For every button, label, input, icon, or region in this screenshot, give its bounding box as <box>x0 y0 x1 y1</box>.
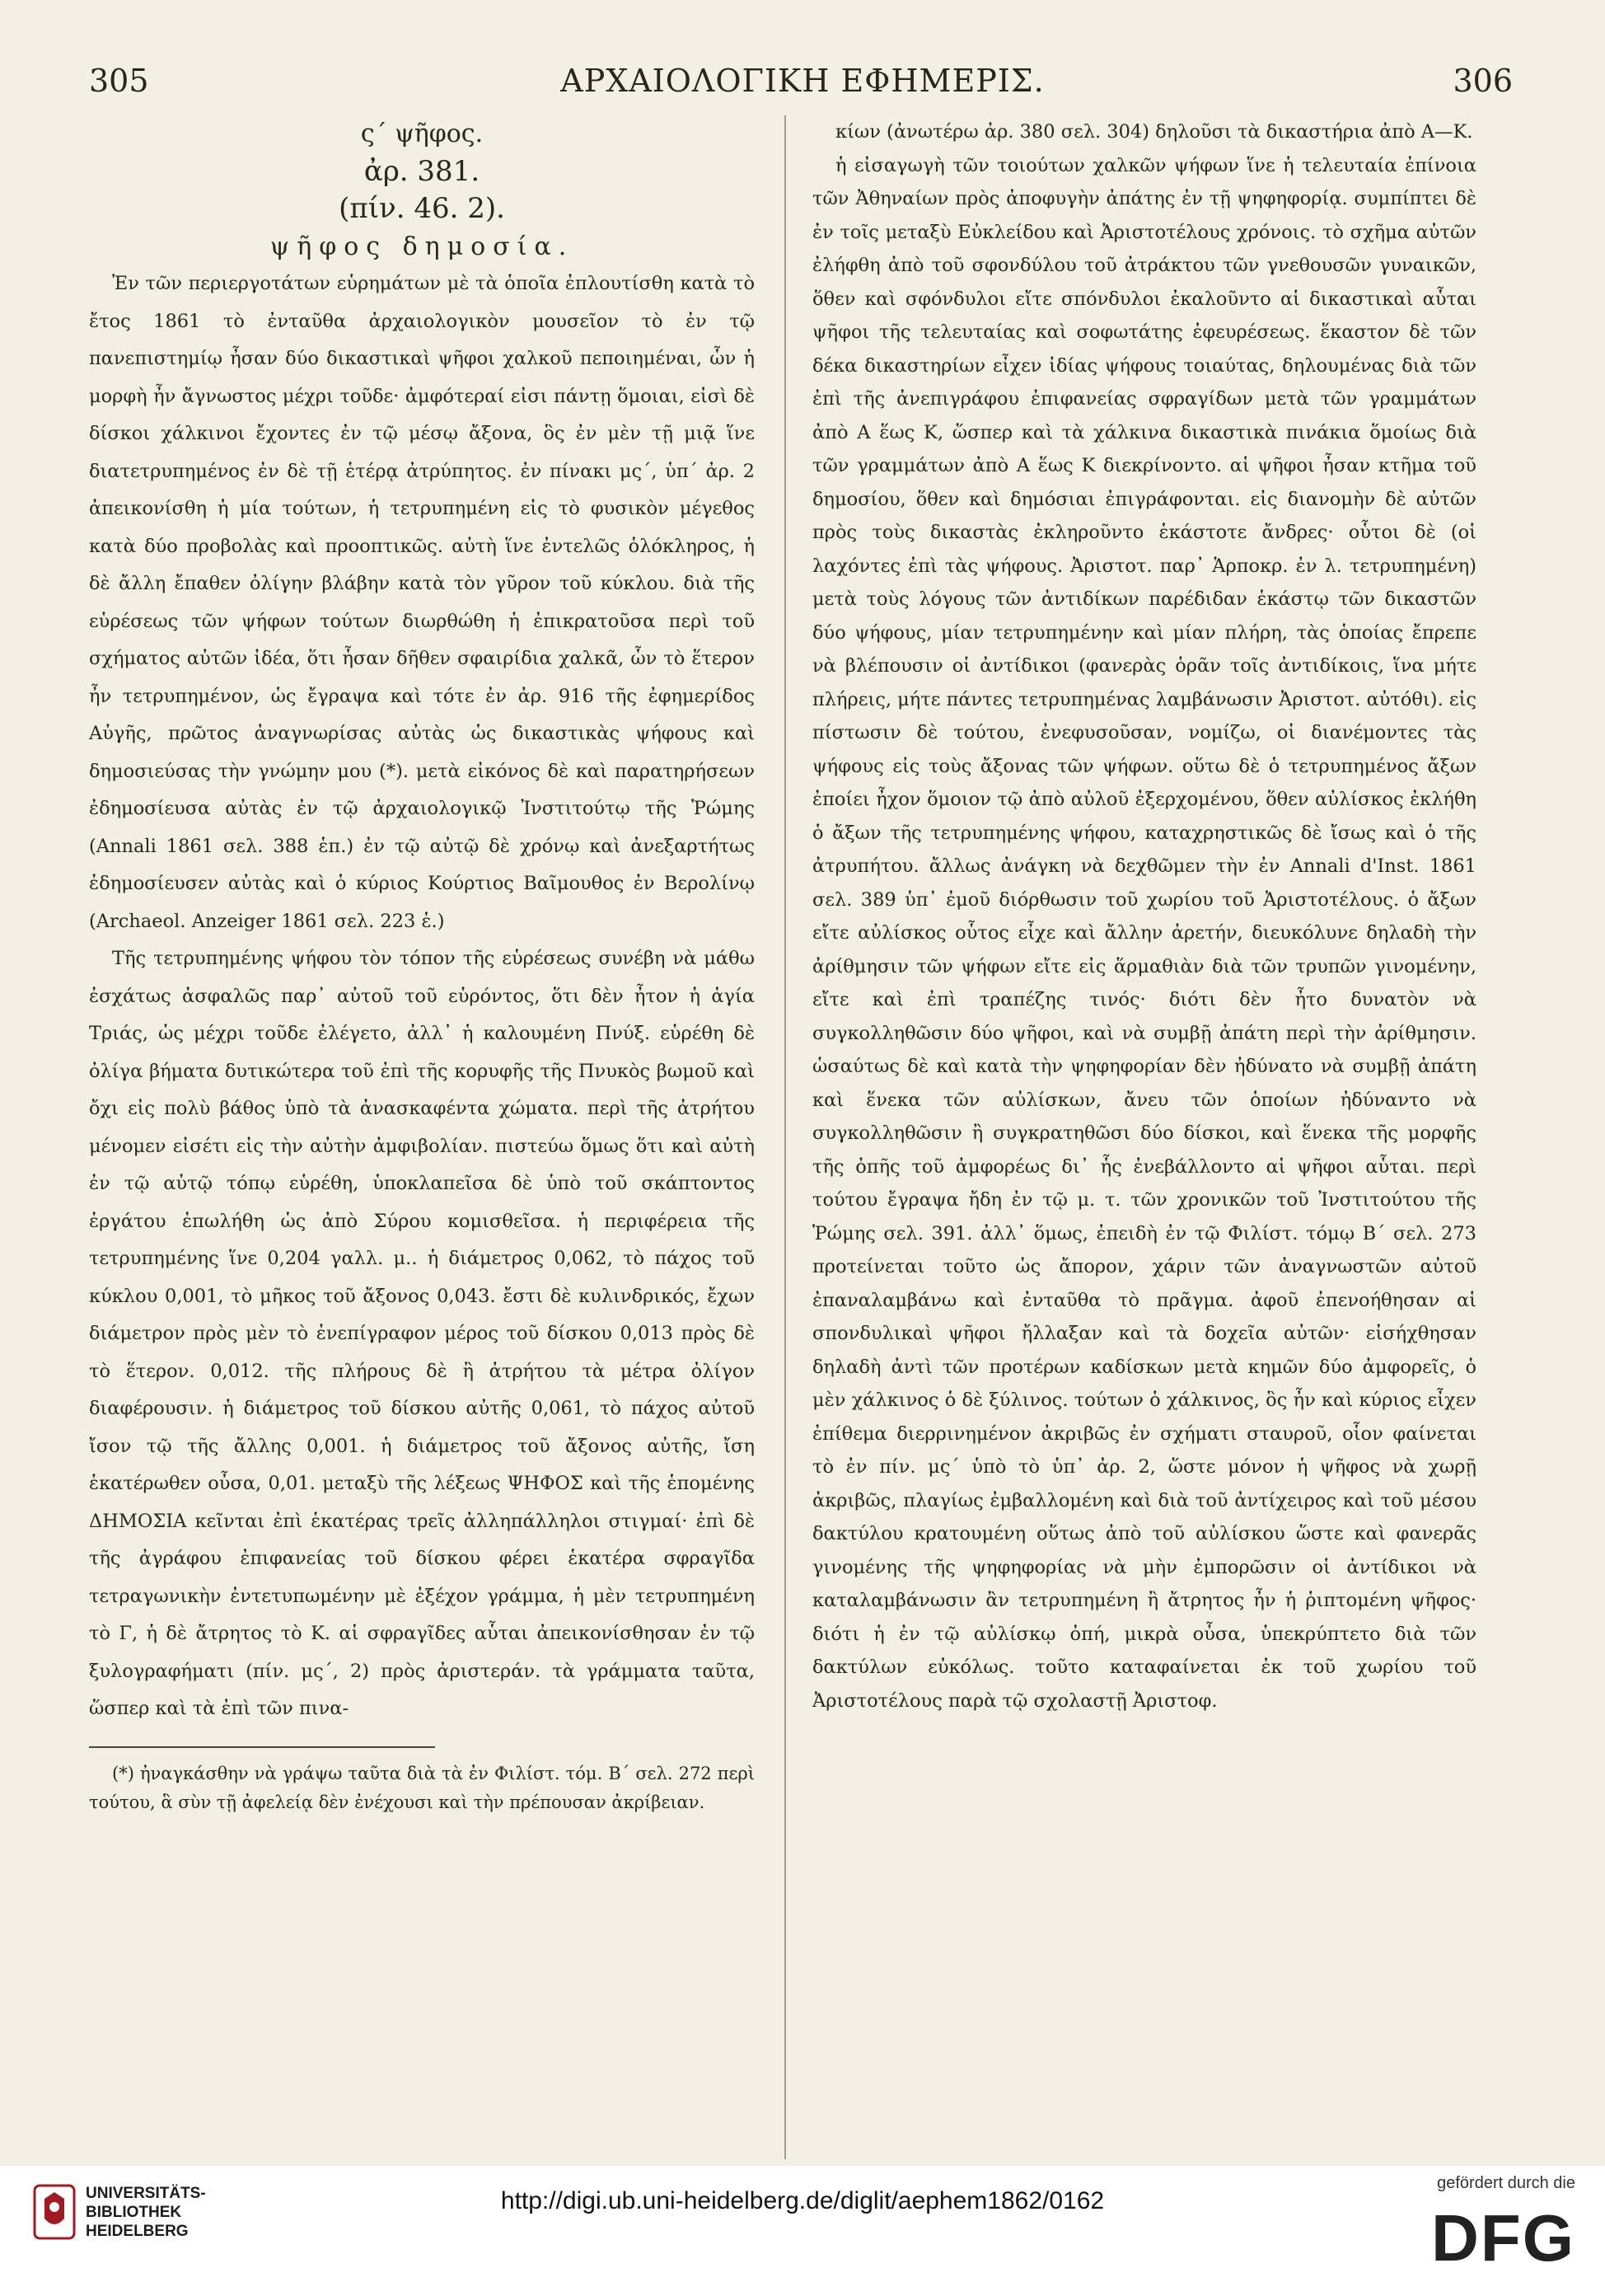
footer-bar <box>0 2166 1605 2296</box>
dfg-logo: DFG <box>1431 2201 1575 2275</box>
institution-line-2: BIBLIOTHEK <box>86 2204 182 2221</box>
right-paragraph-2: ἡ εἰσαγωγὴ τῶν τοιούτων χαλκῶν ψήφων ἵνε ἡ τελευταία ἐπίνοια τῶν Ἀθηναίων πρὸς ἀποφυγὴν ἀπάτης ἐν τῇ ψηφηφορίᾳ. συμπίπτει δὲ ἐν τοῖς μεταξὺ Εὐκλείδου καὶ Ἀριστοτέλους χρόνοις. τὸ σχῆμα αὐτῶν ἐλήφθη ἀπὸ τοῦ σφονδύλου τοῦ ἀτράκτου τῶν γνεθουσῶν γυναικῶν, ὅθεν καὶ σφόνδυλοι εἴτε σπόνδυλοι ἐκαλοῦντο αἱ δικαστικαὶ αὗται ψῆφοι τῆς τελευταίας καὶ σοφωτάτης ἐφευρέσεως. ἕκαστον δὲ τῶν δέκα δικαστηρίων εἶχεν ἰδίας ψήφους τοιαύτας, δηλουμένας διὰ τῶν ἐπὶ τῆς ἀνεπιγράφου ἐπιφανείας σφραγίδων μετὰ τῶν γραμμάτων ἀπὸ Α ἕως Κ, ὥσπερ καὶ τὰ χάλκινα δικαστικὰ πινάκια ὅμοίως διὰ τῶν γραμμάτων ἀπὸ Α ἕως Κ διεκρίνοντο. αἱ ψῆφοι ἦσαν κτῆμα τοῦ δημοσίου, ὅθεν καὶ δημόσιαι ἐπιγράφονται. εἰς διανομὴν δὲ αὐτῶν πρὸς τοὺς δικαστὰς ἐκληροῦντο ἑκάστοτε ἄνδρες· οὗτοι δὲ (οἱ λαχόντες ἐπὶ τὰς ψήφους. Ἀριστοτ. παρ᾿ Ἁρποκρ. ἐν λ. τετρυπημένη) μετὰ τοὺς λόγους τῶν ἀντιδίκων παρέδιδαν ἑκάστῳ τῶν δικαστῶν δύο ψήφους, μίαν τετρυπημένην καὶ μίαν πλήρη, τὰς ὁποίας ἔπρεπε νὰ βλέπουσιν οἱ ἀντίδικοι (φανερὰς ὁρᾶν τοῖς ἀντιδίκοις, ἵνα μήτε πλήρεις, μήτε πάντες τετρυπημένας λαμβάνωσιν Ἀριστοτ. αὐτόθι). εἰς πίστωσιν δὲ τούτου, ἐνεφυσοῦσαν, νομίζω, οἱ διανέμοντες τὰς ψήφους εἰς τοὺς ἄξονας τῶν ψήφων. οὕτω δὲ ὁ τετρυπημένος ἄξων ἐποίει ἦχον ὅμοιον τῷ ἀπὸ αὐλοῦ ἐξερχομένου, ὅθεν αὐλίσκος ἐκλήθη ὁ ἄξων τῆς τετρυπημένης ψήφου, καταχρηστικῶς δὲ ἴσως καὶ ὁ τῆς ἀτρυπήτου. ἄλλως ἀνάγκη νὰ δεχθῶμεν τὴν ἐν Annali d'Inst. 1861 σελ. 389 ὑπ᾿ ἐμοῦ διόρθωσιν τοῦ χωρίου τοῦ Ἀριστοτέλους. ὁ ἄξων εἴτε αὐλίσκος οὗτος εἶχε καὶ ἄλλην ἀρετήν, διευκόλυνε δηλαδὴ τὴν ἀρίθμησιν τῶν ψήφων εἴτε εἰς ἅρμαθιὰν διὰ τῶν τρυπῶν γινομένην, εἴτε καὶ ἐπὶ τραπέζης τινός· διότι δὲν ἦτο δυνατὸν νὰ συγκολληθῶσιν δύο ψῆφοι, καὶ νὰ συμβῇ ἀπάτη περὶ τὴν ἀρίθμησιν. ὡσαύτως δὲ καὶ κατὰ τὴν ψηφηφορίαν δὲν ἠδύνατο νὰ συμβῇ ἀπάτη καὶ ἕνεκα τῶν αὐλίσκων, ἄνευ τῶν ὁποίων ἠδύναντο νὰ συγκολληθῶσιν ἢ συγκρατηθῶσι δύο δίσκοι, καὶ ἕνεκα τῆς μορφῆς τῆς ὀπῆς τοῦ ἀμφορέως δι᾿ ἧς ἐνεβάλλοντο αἱ ψῆφοι αὗται. περὶ τούτου ἔγραψα ἤδη ἐν τῷ μ. τ. τῶν χρονικῶν τοῦ Ἰνστιτούτου τῆς Ῥώμης σελ. 391. ἀλλ᾿ ὅμως, ἐπειδὴ ἐν τῷ Φιλίστ. τόμῳ Β΄ σελ. 273 προτείνεται τοῦτο ὡς ἄπορον, χάριν τῶν ἀναγνωστῶν αὐτοῦ ἐπαναλαμβάνω καὶ ἐνταῦθα τὸ πρᾶγμα. ἀφοῦ ἐπενοήθησαν αἱ σπονδυλικαὶ ψῆφοι ἤλλαξαν καὶ τὰ δοχεῖα αὐτῶν· εἰσήχθησαν δηλαδὴ ἀντὶ τῶν προτέρων καδίσκων μετὰ κημῶν δύο ἀμφορεῖς, ὁ μὲν χάλκινος ὁ δὲ ξύλινος. τούτων ὁ χάλκινος, ὃς ἦν καὶ κύριος εἶχεν ἐπίθεμα διερρινημένον ἀκριβῶς ἐν σχήματι σταυροῦ, οἷον φαίνεται τὸ ἐν πίν. μς΄ ὑπὸ τὸ ὑπ᾿ ἀρ. 2, ὥστε μόνον ἡ ψῆφος νὰ χωρῇ ἀκριβῶς, πλαγίως ἐμβαλλομένη καὶ διὰ τοῦ ἀντίχειρος καὶ τοῦ μέσου δακτύλου κρατουμένη οὕτως ἀπὸ τοῦ αὐλίσκου ὥστε καὶ φανερᾶς γινομένης τῆς ψηφηφορίας νὰ μὴν ἐμπορῶσιν οἱ ἀντίδικοι νὰ καταλαμβάνωσιν ἂν τετρυπημένη ἢ ἄτρητος ἦν ἡ ῥιπτομένη ψῆφος· διότι ἡ ἐν τῷ αὐλίσκῳ ὀπή, μικρὰ οὖσα, ὑπεκρύπτετο διὰ τῶν δακτύλων εὐκόλως. τοῦτο καταφαίνεται ἐκ τοῦ χωρίου τοῦ Ἀριστοτέλους παρὰ τῷ σχολαστῇ Ἀριστοφ. <box>812 154 1476 1712</box>
right-column <box>812 115 1476 1717</box>
article-heading-title: ψῆφος δημοσία. <box>269 232 574 261</box>
left-paragraph-1: Ἐν τῶν περιεργοτάτων εὑρημάτων μὲ τὰ ὁποῖα ἐπλουτίσθη κατὰ τὸ ἔτος 1861 τὸ ἐνταῦθα ἀρχαιολογικὸν μουσεῖον τὸ ἐν τῷ πανεπιστημίῳ ἦσαν δύο δικαστικαὶ ψῆφοι χαλκοῦ πεποιημέναι, ὧν ἡ μορφὴ ἦν ἄγνωστος μέχρι τοῦδε· ἀμφότεραί εἰσι πάντῃ ὅμοιαι, εἰσὶ δὲ δίσκοι χάλκινοι ἔχοντες ἐν τῷ μέσῳ ἄξονα, ὃς ἐν μὲν τῇ μιᾷ ἵνε διατετρυπημένος ἐν δὲ τῇ ἑτέρᾳ ἀτρύπητος. ἐν πίνακι μς΄, ὑπ΄ ἀρ. 2 ἀπεικονίσθη ἡ μία τούτων, ἡ τετρυπημένη εἰς τὸ φυσικὸν μέγεθος κατὰ δύο προβολὰς καὶ προοπτικῶς. αὐτὴ ἵνε ἐντελῶς ὁλόκληρος, ἡ δὲ ἄλλη ἔπαθεν ὀλίγην βλάβην κατὰ τὸν γῦρον τοῦ κύκλου. διὰ τῆς εὑρέσεως τῶν ψήφων τούτων διωρθώθη ἡ ἐπικρατοῦσα περὶ τοῦ σχήματος αὐτῶν ἰδέα, ὅτι ἦσαν δῆθεν σφαιρίδια χαλκᾶ, ὧν τὸ ἕτερον ἦν τετρυπημένον, ὡς ἔγραψα καὶ τότε ἐν ἀρ. 916 τῆς ἐφημερίδος Αὐγῆς, πρῶτος ἀναγνωρίσας αὐτὰς ὡς δικαστικὰς ψήφους καὶ δημοσιεύσας τὴν γνώμην μου (*). μετὰ εἰκόνος δὲ καὶ παρατηρήσεων ἐδημοσίευσα αὐτὰς ἐν τῷ ἀρχαιολογικῷ Ἰνστιτούτῳ τῆς Ῥώμης (Annali 1861 σελ. 388 ἑπ.) ἐν τῷ αὐτῷ δὲ χρόνῳ καὶ ἀνεξαρτήτως ἐδημοσίευσεν αὐτὰς καὶ ὁ κύριος Κούρτιος Βαῖμουθος ἐν Βερολίνῳ (Archaeol. Anzeiger 1861 σελ. 223 ἑ.) <box>89 273 755 932</box>
funded-by-label: gefördert durch die <box>1437 2174 1575 2192</box>
footnote-rule <box>89 1746 435 1748</box>
running-title: ΑΡΧΑΙΟΛΟΓΙΚΗ ΕΦΗΜΕΡΙΣ. <box>560 63 1045 99</box>
institution-line-1: UNIVERSITÄTS- <box>86 2185 206 2202</box>
page-number-left: 305 <box>89 63 149 99</box>
source-url-link[interactable]: http://digi.ub.uni-heidelberg.de/diglit/aephem1862/0162 <box>500 2187 1105 2214</box>
footnote <box>89 1759 755 1817</box>
article-heading-plate: (πίν. 46. 2). <box>339 192 505 225</box>
page-header <box>0 51 1605 109</box>
left-column <box>89 115 755 1817</box>
right-paragraph-1: κίων (ἀνωτέρω ἀρ. 380 σελ. 304) δηλοῦσι τὰ δικαστήρια ἀπὸ Α—Κ. <box>835 121 1473 143</box>
article-heading-ar: ἀρ. 381. <box>363 154 480 188</box>
left-paragraph-2: Τῆς τετρυπημένης ψήφου τὸν τόπον τῆς εὑρέσεως συνέβη νὰ μάθω ἐσχάτως ἀσφαλῶς παρ᾿ αὐτοῦ τοῦ εὑρόντος, ὅτι δὲν ἦτον ἡ ἁγία Τριάς, ὡς μέχρι τοῦδε ἐλέγετο, ἀλλ᾿ ἡ καλουμένη Πνύξ. εὑρέθη δὲ ὀλίγα βήματα δυτικώτερα τοῦ ἐπὶ τῆς κορυφῆς τῆς Πνυκὸς βωμοῦ καὶ ὄχι εἰς πολὺ βάθος ὑπὸ τὰ ἀνασκαφέντα χώματα. περὶ τῆς ἀτρήτου μένομεν εἰσέτι εἰς τὴν αὐτὴν ἀμφιβολίαν. πιστεύω ὅμως ὅτι καὶ αὐτὴ ἐν τῷ αὐτῷ τόπῳ εὑρέθη, ὑποκλαπεῖσα δὲ ὑπὸ τοῦ σκάπτοντος ἐργάτου ἐπωλήθη ὡς ἀπὸ Σύρου κομισθεῖσα. ἡ περιφέρεια τῆς τετρυπημένης ἵνε 0,204 γαλλ. μ.. ἡ διάμετρος 0,062, τὸ πάχος τοῦ κύκλου 0,001, τὸ μῆκος τοῦ ἄξονος 0,043. ἔστι δὲ κυλινδρικός, ἔχων διάμετρον πρὸς μὲν τὸ ἐνεπίγραφον μέρος τοῦ δίσκου 0,013 πρὸς δὲ τὸ ἕτερον. 0,012. τῆς πλήρους δὲ ἢ ἀτρήτου τὰ μέτρα ὀλίγον διαφέρουσιν. ἡ διάμετρος τοῦ δίσκου αὐτῆς 0,061, τὸ πάχος αὐτοῦ ἴσον τῷ τῆς ἄλλης 0,001. ἡ διάμετρος τοῦ ἄξονος αὐτῆς, ἴση ἑκατέρωθεν οὖσα, 0,01. μεταξὺ τῆς λέξεως ΨΗΦΟΣ καὶ τῆς ἑπομένης ΔΗΜΟΣΙΑ κεῖνται ἐπὶ ἑκατέρας τρεῖς ἀλληπάλληλοι στιγμαί· ἐπὶ δὲ τῆς ἀγράφου ἐπιφανείας τοῦ δίσκου φέρει ἑκατέρα σφραγῖδα τετραγωνικὴν ἐντετυπωμένην μὲ ἐξέχον γράμμα, ἡ μὲν τετρυπημένη τὸ Γ, ἡ δὲ ἄτρητος τὸ Κ. αἱ σφραγῖδες αὗται ἀπεικονίσθησαν ἐν τῷ ξυλογραφήματι (πίν. μς΄, 2) πρὸς ἀριστεράν. τὰ γράμματα ταῦτα, ὥσπερ καὶ τὰ ἐπὶ τῶν πινα- <box>89 948 755 1719</box>
page-number-right: 306 <box>1453 63 1513 99</box>
institution-line-3: HEIDELBERG <box>86 2223 189 2240</box>
column-divider <box>784 115 786 2159</box>
article-heading-number: ς΄ ψῆφος. <box>360 119 484 148</box>
footnote-text: (*) ἠναγκάσθην νὰ γράψω ταῦτα διὰ τὰ ἐν Φιλίστ. τόμ. Β΄ σελ. 272 περὶ τούτου, ἃ σὺν τῇ ἀφελείᾳ δὲν ἐνέχουσι καὶ τὴν πρέπουσαν ἀκρίβειαν. <box>89 1763 755 1812</box>
